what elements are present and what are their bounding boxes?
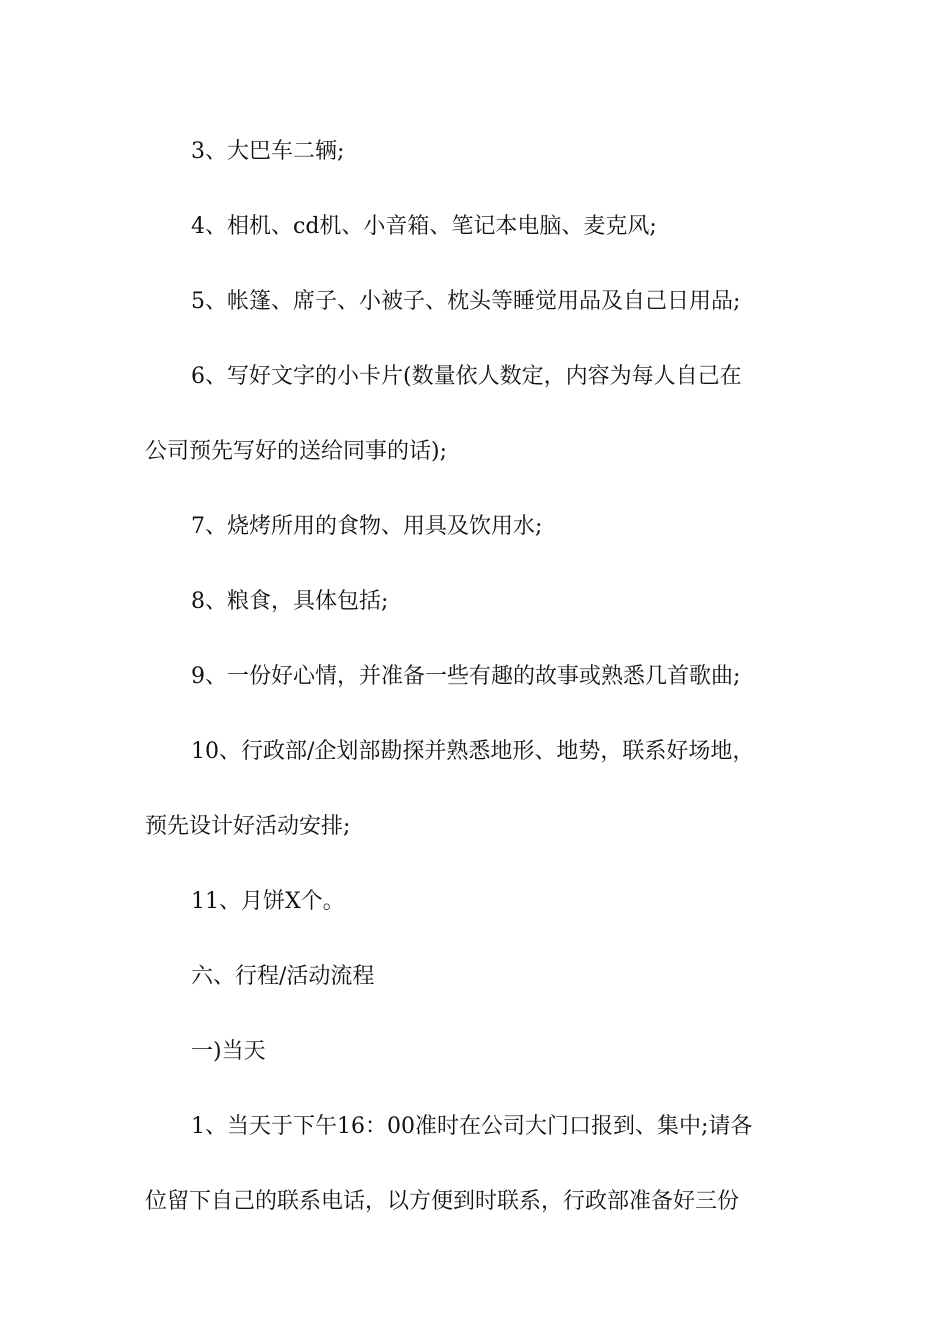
subsection-heading-day: 一)当天 — [191, 1039, 266, 1064]
list-item-10-planning: 10、行政部/企划部勘探并熟悉地形、地势，联系好场地， — [191, 739, 755, 764]
list-item-10-continuation: 预先设计好活动安排; — [145, 814, 351, 839]
list-item-4-equipment: 4、相机、cd机、小音箱、笔记本电脑、麦克风; — [191, 214, 657, 239]
list-item-11-mooncakes: 11、月饼X个。 — [191, 889, 345, 914]
list-item-8-food: 8、粮食，具体包括; — [191, 589, 389, 614]
list-item-6-cards: 6、写好文字的小卡片(数量依人数定，内容为每人自己在 — [191, 364, 742, 389]
list-item-9-mood: 9、一份好心情，并准备一些有趣的故事或熟悉几首歌曲; — [191, 664, 741, 689]
schedule-item-1: 1、当天于下午16：00准时在公司大门口报到、集中;请各 — [191, 1114, 753, 1139]
list-item-5-sleeping-supplies: 5、帐篷、席子、小被子、枕头等睡觉用品及自己日用品; — [191, 289, 741, 314]
list-item-7-bbq: 7、烧烤所用的食物、用具及饮用水; — [191, 514, 543, 539]
schedule-item-1-continuation: 位留下自己的联系电话，以方便到时联系，行政部准备好三份 — [145, 1189, 740, 1214]
list-item-3-buses: 3、大巴车二辆; — [191, 139, 345, 164]
document-body — [145, 128, 815, 1253]
section-heading-schedule: 六、行程/活动流程 — [191, 964, 375, 989]
list-item-6-continuation: 公司预先写好的送给同事的话); — [145, 439, 447, 464]
